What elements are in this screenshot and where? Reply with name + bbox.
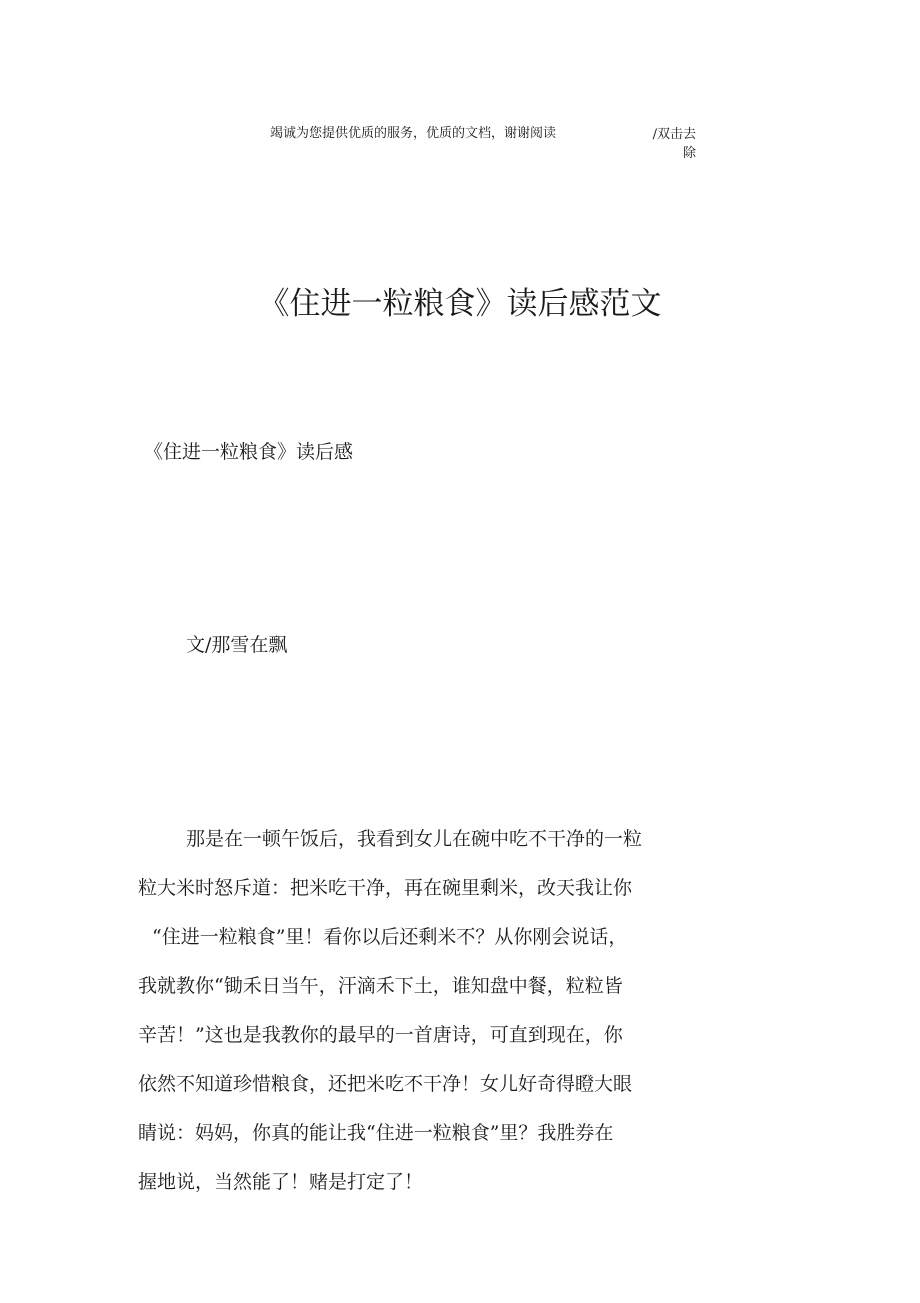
paragraph-line: 我就教你“锄禾日当午，汗滴禾下土，谁知盘中餐，粒粒皆 [138, 975, 623, 997]
header-notice: 竭诚为您提供优质的服务，优质的文档，谢谢阅读 [270, 126, 557, 141]
paragraph-line: “住进一粒粮食”里！看你以后还剩米不？从你刚会说话， [152, 926, 628, 948]
document-subtitle: 《住进一粒粮食》读后感 [144, 441, 354, 463]
document-author: 文/那雪在飘 [186, 634, 288, 656]
paragraph-line: 那是在一顿午饭后，我看到女儿在碗中吃不干净的一粒 [186, 828, 643, 850]
paragraph-line: 握地说，当然能了！赌是打定了！ [138, 1171, 424, 1193]
paragraph-line: 辛苦！”这也是我教你的最早的一首唐诗，可直到现在，你 [138, 1024, 623, 1046]
remove-header-hint[interactable]: /双击去除 [652, 127, 696, 161]
paragraph-line: 依然不知道珍惜粮食，还把米吃不干净！女儿好奇得瞪大眼 [138, 1073, 633, 1095]
body-paragraph [138, 815, 698, 1207]
paragraph-line: 粒大米时怒斥道：把米吃干净，再在碗里剩米，改天我让你 [138, 877, 633, 899]
paragraph-line: 睛说：妈妈，你真的能让我“住进一粒粮食”里？我胜券在 [138, 1122, 614, 1144]
document-title: 《住进一粒粮食》读后感范文 [258, 286, 662, 322]
